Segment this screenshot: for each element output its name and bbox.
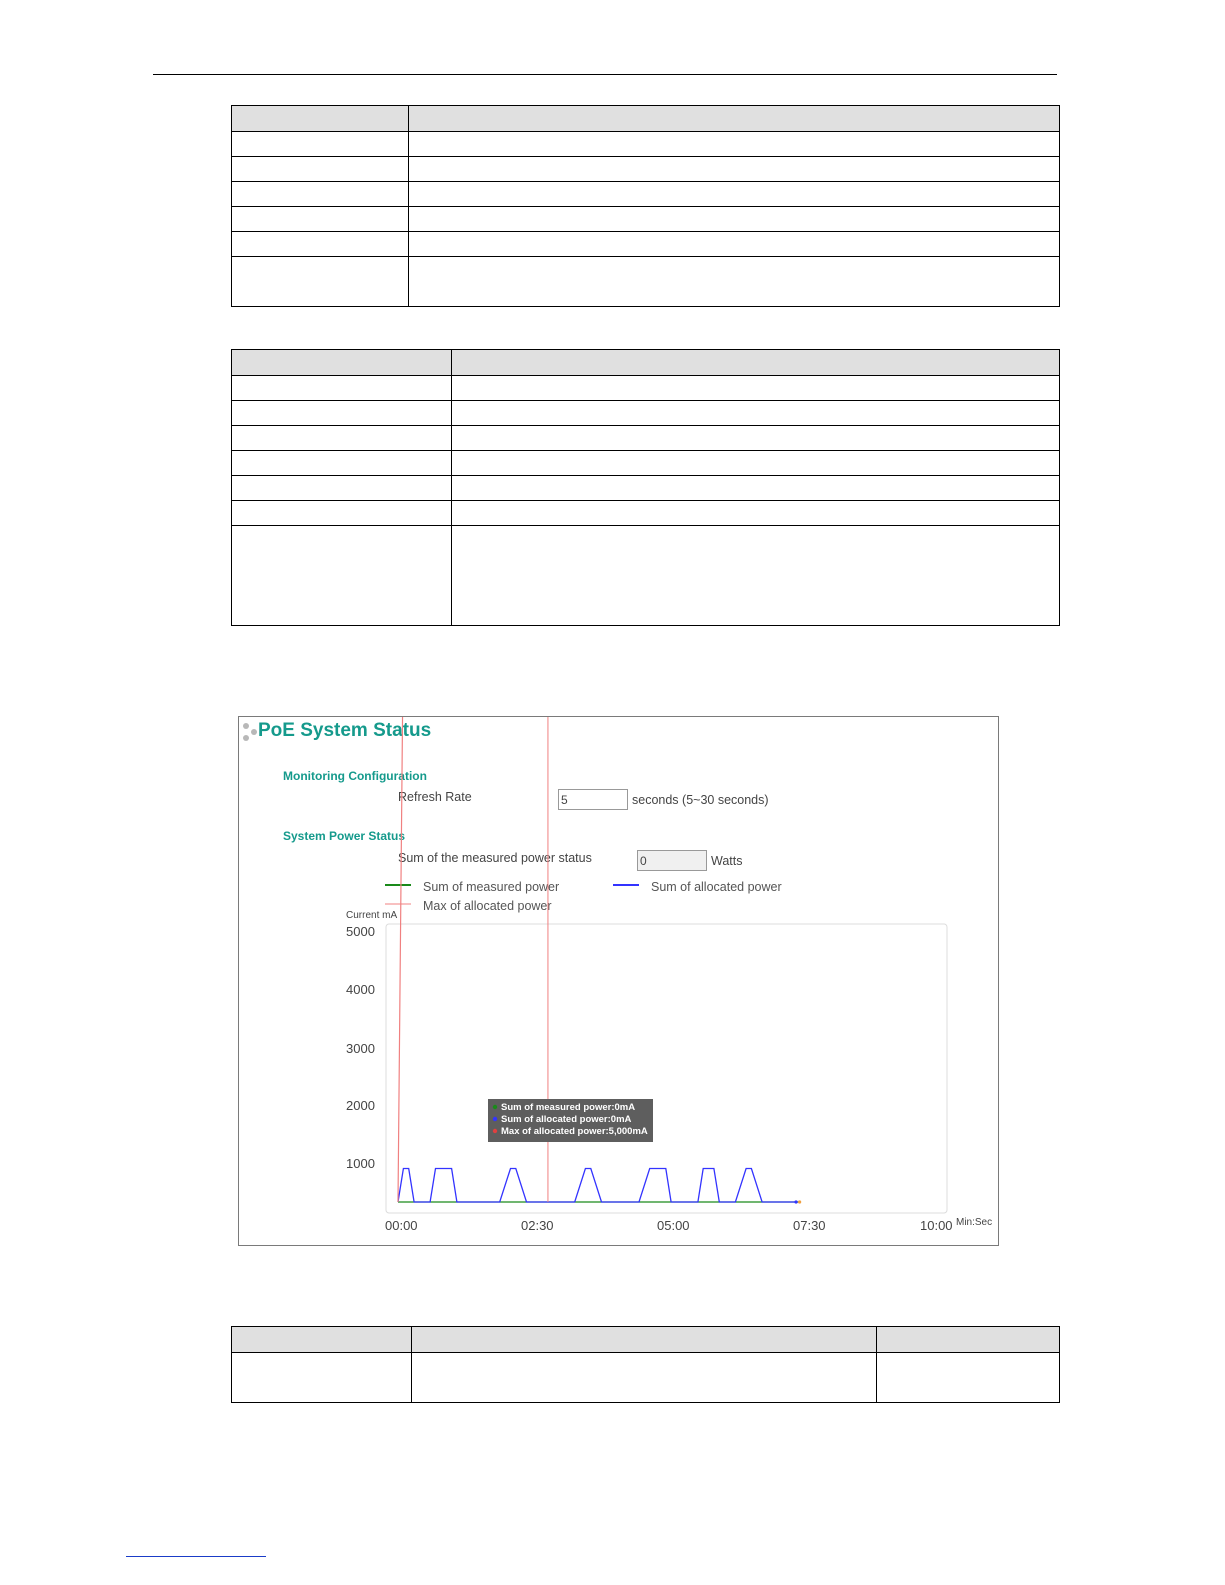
table-row — [232, 401, 1060, 426]
tooltip-text: Sum of allocated power:0mA — [501, 1114, 632, 1125]
tooltip-marker — [493, 1129, 497, 1133]
table-row — [232, 182, 1060, 207]
y-tick-label: 1000 — [346, 1156, 375, 1171]
table-header-row — [232, 350, 1060, 376]
x-tick-label: 05:00 — [657, 1218, 690, 1233]
x-tick-label: 02:30 — [521, 1218, 554, 1233]
header-rule — [153, 74, 1057, 75]
tooltip-marker — [493, 1105, 497, 1109]
x-axis-label: Min:Sec — [956, 1217, 993, 1228]
doc-table-2 — [231, 349, 1060, 626]
series-end-point — [794, 1200, 797, 1203]
x-tick-label: 10:00 — [920, 1218, 953, 1233]
y-tick-label: 2000 — [346, 1098, 375, 1113]
poe-system-status-panel — [238, 716, 999, 1246]
footer-link-underline — [126, 1556, 266, 1557]
table-row — [232, 501, 1060, 526]
table-row — [232, 207, 1060, 232]
refresh-rate-label: Refresh Rate — [398, 790, 472, 804]
table-row — [232, 476, 1060, 501]
measured-power-unit: Watts — [711, 854, 743, 868]
legend-label: Sum of allocated power — [651, 880, 782, 894]
page-title: PoE System Status — [258, 720, 432, 741]
system-power-heading: System Power Status — [283, 829, 406, 843]
legend-label: Sum of measured power — [423, 880, 560, 894]
series-line — [398, 1169, 796, 1203]
table-row — [232, 451, 1060, 476]
power-chart — [239, 717, 998, 1245]
table-row — [232, 257, 1060, 307]
refresh-rate-unit: seconds (5~30 seconds) — [632, 793, 769, 807]
doc-table-3 — [231, 1326, 1060, 1403]
tooltip-marker — [493, 1117, 497, 1121]
measured-power-label: Sum of the measured power status — [398, 851, 592, 865]
y-tick-label: 4000 — [346, 982, 375, 997]
table-row — [232, 132, 1060, 157]
series-end-point — [798, 1200, 801, 1203]
table-row — [232, 376, 1060, 401]
table-row — [232, 426, 1060, 451]
x-tick-label: 00:00 — [385, 1218, 418, 1233]
y-axis-label: Current mA — [346, 910, 398, 921]
table-row — [232, 1353, 1060, 1403]
legend-label: Max of allocated power — [423, 899, 552, 913]
table-header-row — [232, 106, 1060, 132]
x-tick-label: 07:30 — [793, 1218, 826, 1233]
tooltip-text: Sum of measured power:0mA — [501, 1102, 636, 1113]
table-header-row — [232, 1327, 1060, 1353]
table-row — [232, 526, 1060, 626]
table-row — [232, 157, 1060, 182]
tooltip-text: Max of allocated power:5,000mA — [501, 1126, 648, 1137]
y-tick-label: 3000 — [346, 1041, 375, 1056]
y-tick-label: 5000 — [346, 924, 375, 939]
table-row — [232, 232, 1060, 257]
doc-table-1 — [231, 105, 1060, 307]
monitoring-heading: Monitoring Configuration — [283, 769, 427, 783]
